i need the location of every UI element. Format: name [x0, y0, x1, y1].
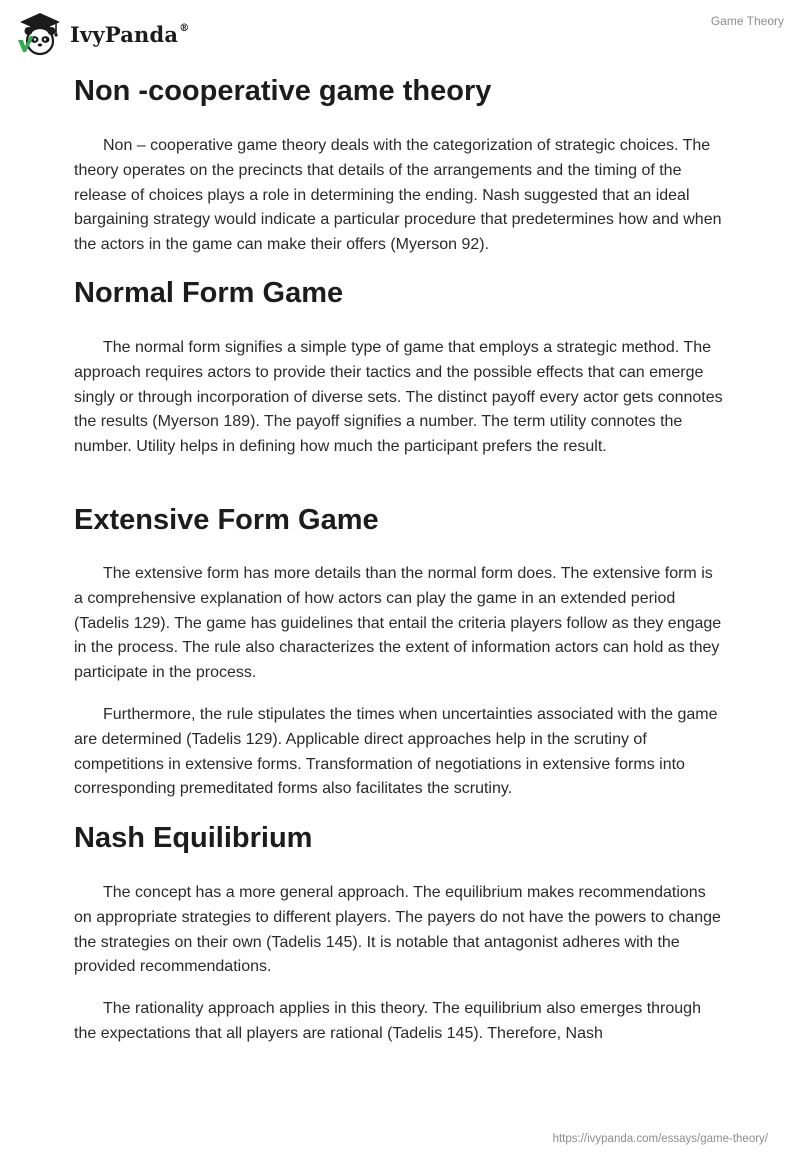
- paragraph: Furthermore, the rule stipulates the times when uncertainties associated with the game are determined (Tadelis 129). Applicable direct approaches help in the scrutiny of competitions in extensive forms. Transformation of negotiations in extensive forms into corresponding premeditated forms also facilitates the scrutiny.: [74, 706, 718, 798]
- header: [16, 8, 784, 58]
- section-heading: Normal Form Game: [74, 277, 344, 309]
- paragraph: The normal form signifies a simple type of game that employs a strategic method. The approach requires actors to provide their tactics and the possible effects that can emerge singly or through incorporation of diverse sets. The distinct payoff every actor gets connotes the results (Myerson 189). The payoff signifies a number. The term utility connotes the number. Utility helps in defining how much the participant prefers the result.: [74, 339, 723, 456]
- source-url[interactable]: https://ivypanda.com/essays/game-theory/: [552, 1133, 768, 1145]
- brand-name: IvyPanda®: [70, 21, 190, 47]
- document-title: Game Theory: [710, 14, 784, 28]
- paragraph: The extensive form has more details than the normal form does. The extensive form is a comprehensive explanation of how actors can play the game in an extended period (Tadelis 129). The game has guidelines that entail the criteria players follow as they engage in the process. The rule also characterizes the extent of information actors can hold as they participate in the process.: [74, 565, 722, 682]
- section-heading: Non -cooperative game theory: [74, 75, 492, 107]
- paragraph: The rationality approach applies in this theory. The equilibrium also emerges through the expectations that all players are rational (Tadelis 145). Therefore, Nash: [74, 1000, 701, 1042]
- paragraph: The concept has a more general approach. The equilibrium makes recommendations on appropriate strategies to different players. The payers do not have the powers to change the strategies on their own (Tadelis 145). It is notable that antagonist adheres with the provided recommendations.: [74, 884, 721, 976]
- section-heading: Nash Equilibrium: [74, 822, 313, 854]
- panda-logo-icon: [16, 10, 64, 56]
- paragraph: Non – cooperative game theory deals with the categorization of strategic choices. The theory operates on the precincts that details of the arrangements and the timing of the release of choices plays a role in determining the ending. Nash suggested that an ideal bargaining strategy would indicate a particular procedure that predetermines how and when the actors in the game can make their offers (Myerson 92).: [74, 137, 722, 254]
- section-heading: Extensive Form Game: [74, 504, 379, 536]
- logo[interactable]: [16, 8, 189, 58]
